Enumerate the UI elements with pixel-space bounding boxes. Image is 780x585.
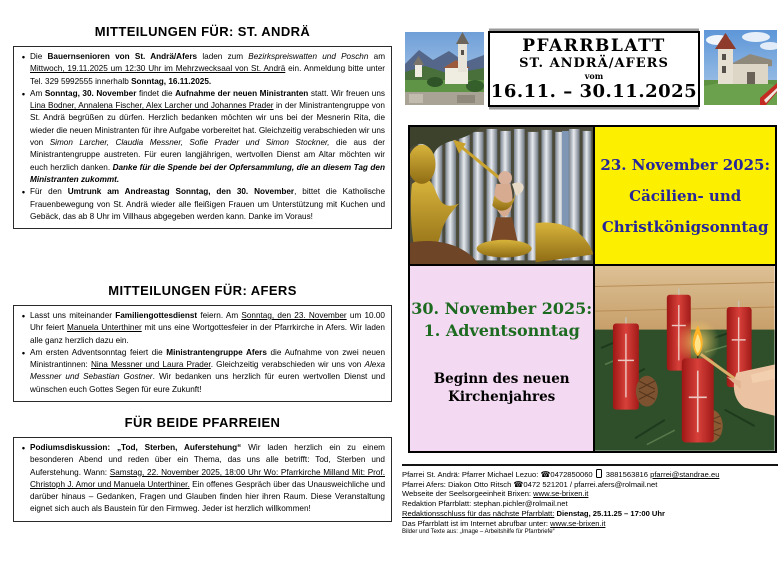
list-item	[17, 186, 385, 223]
section-heading: MITTEILUNGEN FÜR: ST. ANDRÄ	[94, 24, 311, 39]
organ-angel-photo	[410, 127, 595, 266]
cecilia-sunday-banner	[595, 127, 775, 266]
image-credit: Bilder und Texte aus: „Image – Arbeitshilfe für Pfarrbriefe“	[402, 529, 555, 536]
masthead-subtitle: ST. ANDRÄ/AFERS	[519, 56, 669, 71]
list-item	[17, 347, 385, 396]
notice-box-st-andrae	[13, 46, 392, 229]
masthead	[488, 31, 700, 107]
list-item-text: • Lasst uns miteinander Familiengottesdienst feiern. Am Sonntag, den 23. November um 10.00 Uhr feiert Manuela Unterthiner mit uns eine Wortgottesfeier in der Pfarrkirche in Afers. Wir laden alle ganz herzlich dazu ein.	[30, 311, 385, 345]
contact-footer	[402, 464, 778, 537]
cecilia-line: Cäcilien- und	[629, 186, 742, 205]
notice-box-both	[13, 437, 392, 522]
st-andrae-church-photo	[405, 32, 484, 105]
advent-subtitle-line: Kirchenjahres	[448, 389, 556, 406]
section-both-parishes	[13, 415, 392, 522]
contact-line-redaktion: Redaktion Pfarrblatt: stephan.pichler@rolmail.net	[402, 499, 568, 509]
announcements-column	[13, 0, 392, 585]
advent-title	[410, 298, 593, 342]
advent-title-line: 1. Adventsonntag	[423, 321, 580, 341]
advent-title-line: 30. November 2025:	[411, 299, 593, 319]
section-heading: MITTEILUNGEN FÜR: AFERS	[108, 283, 297, 298]
masthead-daterange: 16.11. – 30.11.2025	[490, 81, 698, 102]
section-heading: FÜR BEIDE PFARREIEN	[124, 415, 281, 430]
cecilia-line: 23. November 2025:	[600, 155, 770, 174]
list-item	[17, 51, 385, 88]
cecilia-line: Christkönigsonntag	[601, 217, 769, 236]
list-item-text: • Am Sonntag, 30. November findet die Aufnahme der neuen Ministranten statt. Wir freuen uns Lina Bodner, Annalena Fischer, Alex Larcher und Johannes Prader in der Ministrantengruppe von St. Andrä begrüßen zu dürfen. Herzlich bedanken möchten wir uns bei der Mesnerin Rita, die wieder die neuen Ministranten für ihre Aufgabe vorbereitet hat. Gleichzeitig verabschieden wir uns von Simon Larcher, Claudia Messner, Sofie Prader und Simon Stockner, die aus der Ministrantengruppe austreten. Für euren langjährigen, wertvollen Dienst am Altar möchten wir euch herzlich danken. Danke für die Spende bei der Opfersammlung, die an diesem Tag den Ministranten zukommt.	[30, 88, 385, 184]
masthead-vom: vom	[584, 71, 604, 81]
mobile-phone-icon	[596, 469, 602, 478]
contact-line-st-andrae: Pfarrei St. Andrä: Pfarrer Michael Lezuo: ☎0472850060 3881563816 pfarrei@standrae.eu	[402, 470, 720, 479]
advent-subtitle	[410, 370, 593, 406]
list-item	[17, 310, 385, 347]
section-st-andrae	[13, 24, 392, 229]
feature-grid	[408, 125, 777, 453]
list-item	[17, 442, 385, 516]
advent-subtitle-line: Beginn des neuen	[433, 371, 570, 388]
masthead-title: PFARRBLATT	[522, 36, 666, 56]
contact-line-deadline: Redaktionsschluss für das nächste Pfarrblatt: Dienstag, 25.11.25 – 17:00 Uhr	[402, 508, 665, 518]
title-page-column	[400, 0, 780, 585]
contact-line-internet: Das Pfarrblatt ist im Internet abrufbar unter: www.se-brixen.it	[402, 518, 606, 528]
list-item-text: • Podiumsdiskussion: „Tod, Sterben, Auferstehung“ Wir laden herzlich ein zu einem besonderen Abend und reden über ein Thema, das uns alle betrifft: Tod, Sterben und Auferstehung. Wann: Samstag, 22. November 2025, 18:00 Uhr Wo: Pfarrkirche Milland Mit: Prof. Christoph J. Amor und Manuela Unterthiner. Ein offenes Gespräch über das Unausweichliche und darüber hinaus – Gedanken, Fragen und Glauben finden hier ihren Raum. Diese Veranstaltung eignet sich auch als Baustein für den Firmweg. Jeder ist herzlich willkommen!	[30, 443, 385, 514]
list-item-text: • Am ersten Adventsonntag feiert die Ministrantengruppe Afers die Aufnahme von zwei neuen Ministrantinnen: Nina Messner und Laura Prader. Gleichzeitig verabschieden wir uns von Alexa Messner und Sebastian Gostner. Wir bedanken uns herzlich für euren wertvollen Dienst und wünschen euch Gottes Segen für eure Zukunft!	[30, 347, 386, 394]
advent-sunday-banner	[410, 266, 595, 451]
notice-box-afers	[13, 305, 392, 402]
contact-line-afers: Pfarrei Afers: Diakon Otto Ritsch ☎0472 521201 / pfarrei.afers@rolmail.net	[402, 479, 658, 489]
contact-line-website: Webseite der Seelsorgeeinheit Brixen: www.se-brixen.it	[402, 489, 589, 499]
advent-wreath-photo	[595, 266, 775, 451]
afers-church-photo	[704, 30, 777, 105]
section-afers	[13, 283, 392, 402]
list-item	[17, 88, 385, 186]
list-item-text: • Für den Umtrunk am Andreastag Sonntag, den 30. November, bittet die Katholische Frauenbewegung von St. Andrä wieder alle fleißigen Frauen um Unterstützung mit Kuchen und Gebäck, das ab 8 Uhr im Villhaus abgegeben werden kann. Danke im Voraus!	[30, 187, 386, 221]
list-item-text: • Die Bauernsenioren von St. Andrä/Afers laden zum Bezirkspreiswatten und Poschn am Mittwoch, 19.11.2025 um 12:30 Uhr im Mehrzwecksaal von St. Andrä ein. Anmeldung bitte unter Tel. 329 5992555 innerhalb Sonntag, 16.11.2025.	[30, 52, 386, 86]
